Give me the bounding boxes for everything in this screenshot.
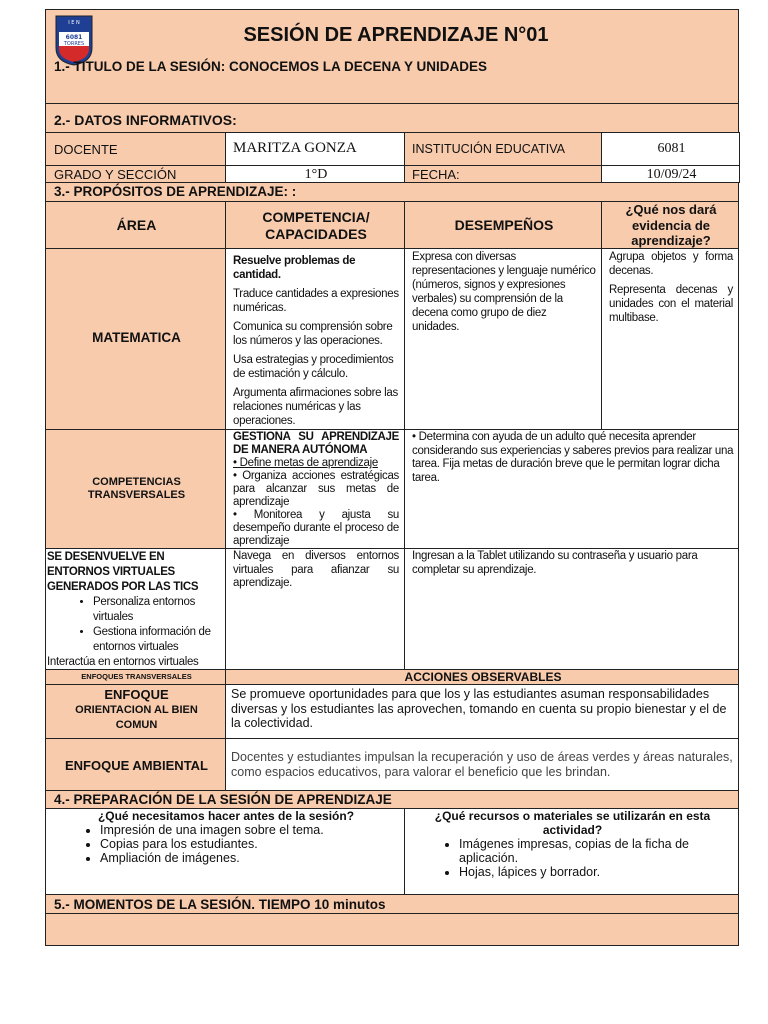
preparacion-left-item: • Copias para los estudiantes. [100, 837, 440, 851]
col-competencia-label: COMPETENCIA/ CAPACIDADES [262, 209, 370, 242]
matematica-evidencia-cell [601, 248, 739, 430]
tics-desempeno: Ingresan a la Tablet utilizando su contraseña y usuario para completar su aprendizaje. [412, 550, 698, 576]
orientacion-label-cell [45, 684, 226, 739]
transversales-area-label: COMPETENCIAS TRANSVERSALES [87, 476, 186, 501]
institucion-label-cell [404, 132, 602, 166]
transversales-area-cell [45, 429, 226, 549]
preparacion-left-list [56, 823, 440, 865]
transversales-desempeno-cell [404, 429, 739, 549]
acciones-label-cell [225, 669, 739, 685]
docente-label-cell [45, 132, 226, 166]
preparacion-right-item: • Hojas, lápices y borrador. [459, 865, 739, 879]
preparacion-heading: 4.- PREPARACIÓN DE LA SESIÓN DE APRENDIZAJE [54, 792, 392, 807]
transversales-competencia [233, 431, 399, 548]
svg-text:6081: 6081 [65, 34, 83, 41]
matematica-desempeno: Expresa con diversas representaciones y lenguaje numérico (números, signos y expresiones verbales) su comprensión de la decena como grupo de diez unidades. [412, 251, 596, 333]
matematica-competencia-cell [225, 248, 405, 430]
preparacion-left-item: • Ampliación de imágenes. [100, 851, 440, 865]
docente-value-cell [225, 132, 405, 166]
tics-title: SE DESENVUELVE EN ENTORNOS VIRTUALES GENERADOS POR LAS TICS [47, 551, 199, 593]
propositos-heading-row [45, 182, 739, 202]
col-competencia-header [225, 201, 405, 249]
header-block [45, 9, 739, 104]
tics-competencia-cell [225, 548, 405, 670]
matematica-evidencia [609, 250, 733, 330]
svg-text:I E N: I E N [68, 20, 80, 26]
transversal-item: • Define metas de aprendizaje [233, 457, 378, 469]
fecha-value: 10/09/24 [646, 167, 697, 182]
tics-competencia: Navega en diversos entornos virtuales para afianzar su aprendizaje. [233, 550, 399, 589]
institucion-value-cell [601, 132, 740, 166]
col-area-header [45, 201, 226, 249]
tics-item: • Gestiona información de entornos virtuales [93, 625, 225, 655]
grado-value-cell [225, 165, 405, 183]
institucion-label: INSTITUCIÓN EDUCATIVA [412, 142, 566, 156]
fecha-label-cell [404, 165, 602, 183]
competencia-title: Resuelve problemas de cantidad. [233, 255, 356, 281]
docente-value: MARITZA GONZA [233, 140, 357, 156]
preparacion-left-cell [45, 808, 405, 895]
tics-item: • Personaliza entornos virtuales [93, 595, 225, 625]
matematica-competencia [233, 254, 399, 433]
fecha-label: FECHA: [412, 167, 460, 182]
transversal-competencia-title: GESTIONA SU APRENDIZAJE DE MANERA AUTÓNOMA [233, 431, 399, 456]
page-title: SESIÓN DE APRENDIZAJE N°01 [243, 24, 549, 46]
transversal-item: • Monitorea y ajusta su desempeño durante el proceso de aprendizaje [233, 509, 399, 547]
preparacion-right-title: ¿Qué recursos o materiales se utilizarán en esta actividad? [434, 809, 711, 837]
momentos-heading: 5.- MOMENTOS DE LA SESIÓN. TIEMPO 10 minutos [54, 897, 386, 912]
preparacion-right-list [415, 837, 739, 879]
grado-label: GRADO Y SECCIÓN [54, 167, 177, 182]
orientacion-sub: ORIENTACION AL BIEN COMUN [75, 704, 198, 731]
col-area-label: ÁREA [116, 217, 157, 233]
session-document [45, 9, 739, 946]
orientacion-text-cell [225, 684, 739, 739]
capacidad-item: Traduce cantidades a expresiones numéricas. [233, 288, 399, 314]
preparacion-right-cell [404, 808, 739, 895]
acciones-label: ACCIONES OBSERVABLES [404, 670, 562, 684]
docente-label: DOCENTE [54, 142, 118, 157]
enfoques-label: ENFOQUES TRANSVERSALES [81, 672, 192, 681]
propositos-heading: 3.- PROPÓSITOS DE APRENDIZAJE: : [54, 184, 297, 199]
preparacion-right-item: • Imágenes impresas, copias de la ficha de aplicación. [459, 837, 739, 865]
capacidad-item: Argumenta afirmaciones sobre las relaciones numéricas y las operaciones. [233, 387, 398, 427]
ambiental-text-cell [225, 738, 739, 791]
preparacion-heading-row [45, 790, 739, 809]
preparacion-left-title: ¿Qué necesitamos hacer antes de la sesión? [97, 809, 355, 823]
matematica-area-cell [45, 248, 226, 430]
institucion-value: 6081 [657, 141, 686, 156]
capacidad-item: Comunica su comprensión sobre los números y las operaciones. [233, 321, 393, 347]
ambiental-text: Docentes y estudiantes impulsan la recuperación y uso de áreas verdes y áreas naturales, como espacios educativos, para valorar el beneficio que les brindan. [231, 750, 733, 779]
enfoques-label-cell [45, 669, 226, 685]
momentos-heading-row [45, 894, 739, 914]
fecha-value-cell [601, 165, 740, 183]
preparacion-left-item: • Impresión de una imagen sobre el tema. [100, 823, 440, 837]
evidencia-item: Representa decenas y unidades con el material multibase. [609, 284, 733, 324]
col-evidencia-label: ¿Qué nos dará evidencia de aprendizaje? [625, 202, 717, 248]
session-title: 1.- TITULO DE LA SESIÓN: CONOCEMOS LA DECENA Y UNIDADES [54, 59, 488, 74]
datos-heading-row [45, 103, 739, 133]
matematica-area-label: MATEMATICA [92, 330, 181, 345]
col-desempenos-header [404, 201, 602, 249]
ambiental-label-cell [45, 738, 226, 791]
tics-area-cell [45, 548, 226, 670]
tics-desempeno-cell [404, 548, 739, 670]
svg-text:TORRES: TORRES [63, 41, 85, 47]
datos-heading: 2.- DATOS INFORMATIVOS: [54, 112, 237, 128]
transversales-competencia-cell [225, 429, 405, 549]
col-desempenos-label: DESEMPEÑOS [454, 217, 554, 233]
matematica-desempeno-cell [404, 248, 602, 430]
evidencia-item: Agrupa objetos y forma decenas. [609, 251, 733, 277]
tics-footer: Interactúa en entornos virtuales [47, 656, 199, 668]
momentos-body [45, 913, 739, 946]
transversales-desempeno: • Determina con ayuda de un adulto qué necesita aprender considerando sus experiencias y saberes previos para realizar una tarea. Fija metas de duración breve que le permitan lograr dicha tarea. [412, 431, 734, 484]
orientacion-text: Se promueve oportunidades para que los y las estudiantes asuman responsabilidades diversas y los estudiantes las aprovechen, tomando en cuenta su propio bienestar y el de la colectividad. [231, 687, 727, 730]
grado-label-cell [45, 165, 226, 183]
capacidad-item: Usa estrategias y procedimientos de estimación y cálculo. [233, 354, 394, 380]
ambiental-title: ENFOQUE AMBIENTAL [65, 758, 208, 773]
orientacion-title: ENFOQUE [104, 687, 169, 702]
transversal-item: • Organiza acciones estratégicas para alcanzar sus metas de aprendizaje [233, 470, 399, 508]
col-evidencia-header [601, 201, 739, 249]
tics-area [47, 550, 225, 670]
grado-value: 1°D [304, 167, 328, 182]
